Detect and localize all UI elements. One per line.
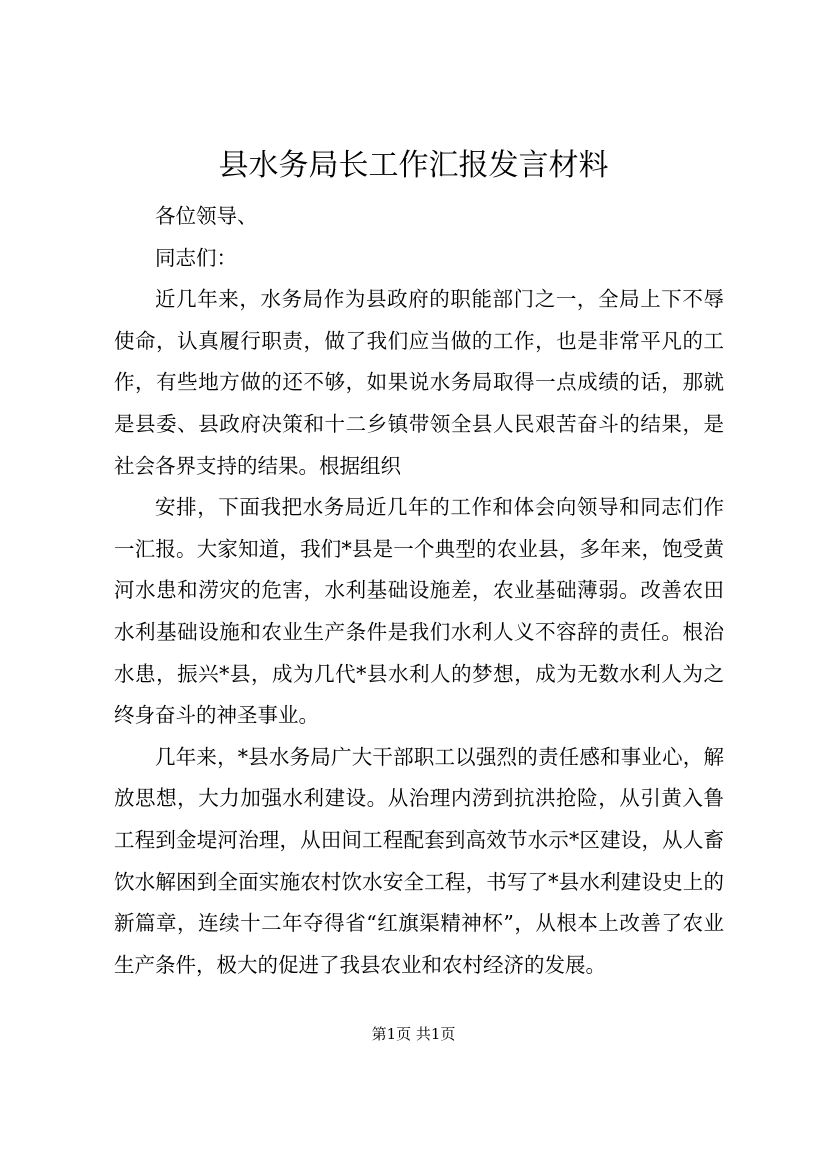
paragraph-achievements: 几年来，*县水务局广大干部职工以强烈的责任感和事业心，解放思想，大力加强水利建设。从治理内涝到抗洪抢险，从引黄入鲁工程到金堤河治理，从田间工程配套到高效节水示*区建设，从人畜饮水解困到全面实施农村饮水安全工程，书写了*县水利建设史上的新篇章，连续十二年夺得省“红旗渠精神杯”，从根本上改善了农业生产条件，极大的促进了我县农业和农村经济的发展。 [114,744,724,977]
salutation-comrades: 同志们： [155,245,237,270]
paragraph-intro: 近几年来，水务局作为县政府的职能部门之一，全局上下不辱使命，认真履行职责，做了我们应当做的工作，也是非常平凡的工作，有些地方做的还不够，如果说水务局取得一点成绩的话，那就是县委、县政府决策和十二乡镇带领全县人民艰苦奋斗的结果，是社会各界支持的结果。根据组织 [114,287,724,478]
page-footer: 第1页 共1页 [371,1025,456,1043]
paragraph-arrangement: 安排，下面我把水务局近几年的工作和体会向领导和同志们作一汇报。大家知道，我们*县是一个典型的农业县，多年来，饱受黄河水患和涝灾的危害，水利基础设施差，农业基础薄弱。改善农田水利基础设施和农业生产条件是我们水利人义不容辞的责任。根治水患，振兴*县，成为几代*县水利人的梦想，成为无数水利人为之终身奋斗的神圣事业。 [114,495,724,728]
document-title: 县水务局长工作汇报发言材料 [218,148,609,183]
salutation-leaders: 各位领导、 [155,204,258,228]
document-body [114,196,724,986]
